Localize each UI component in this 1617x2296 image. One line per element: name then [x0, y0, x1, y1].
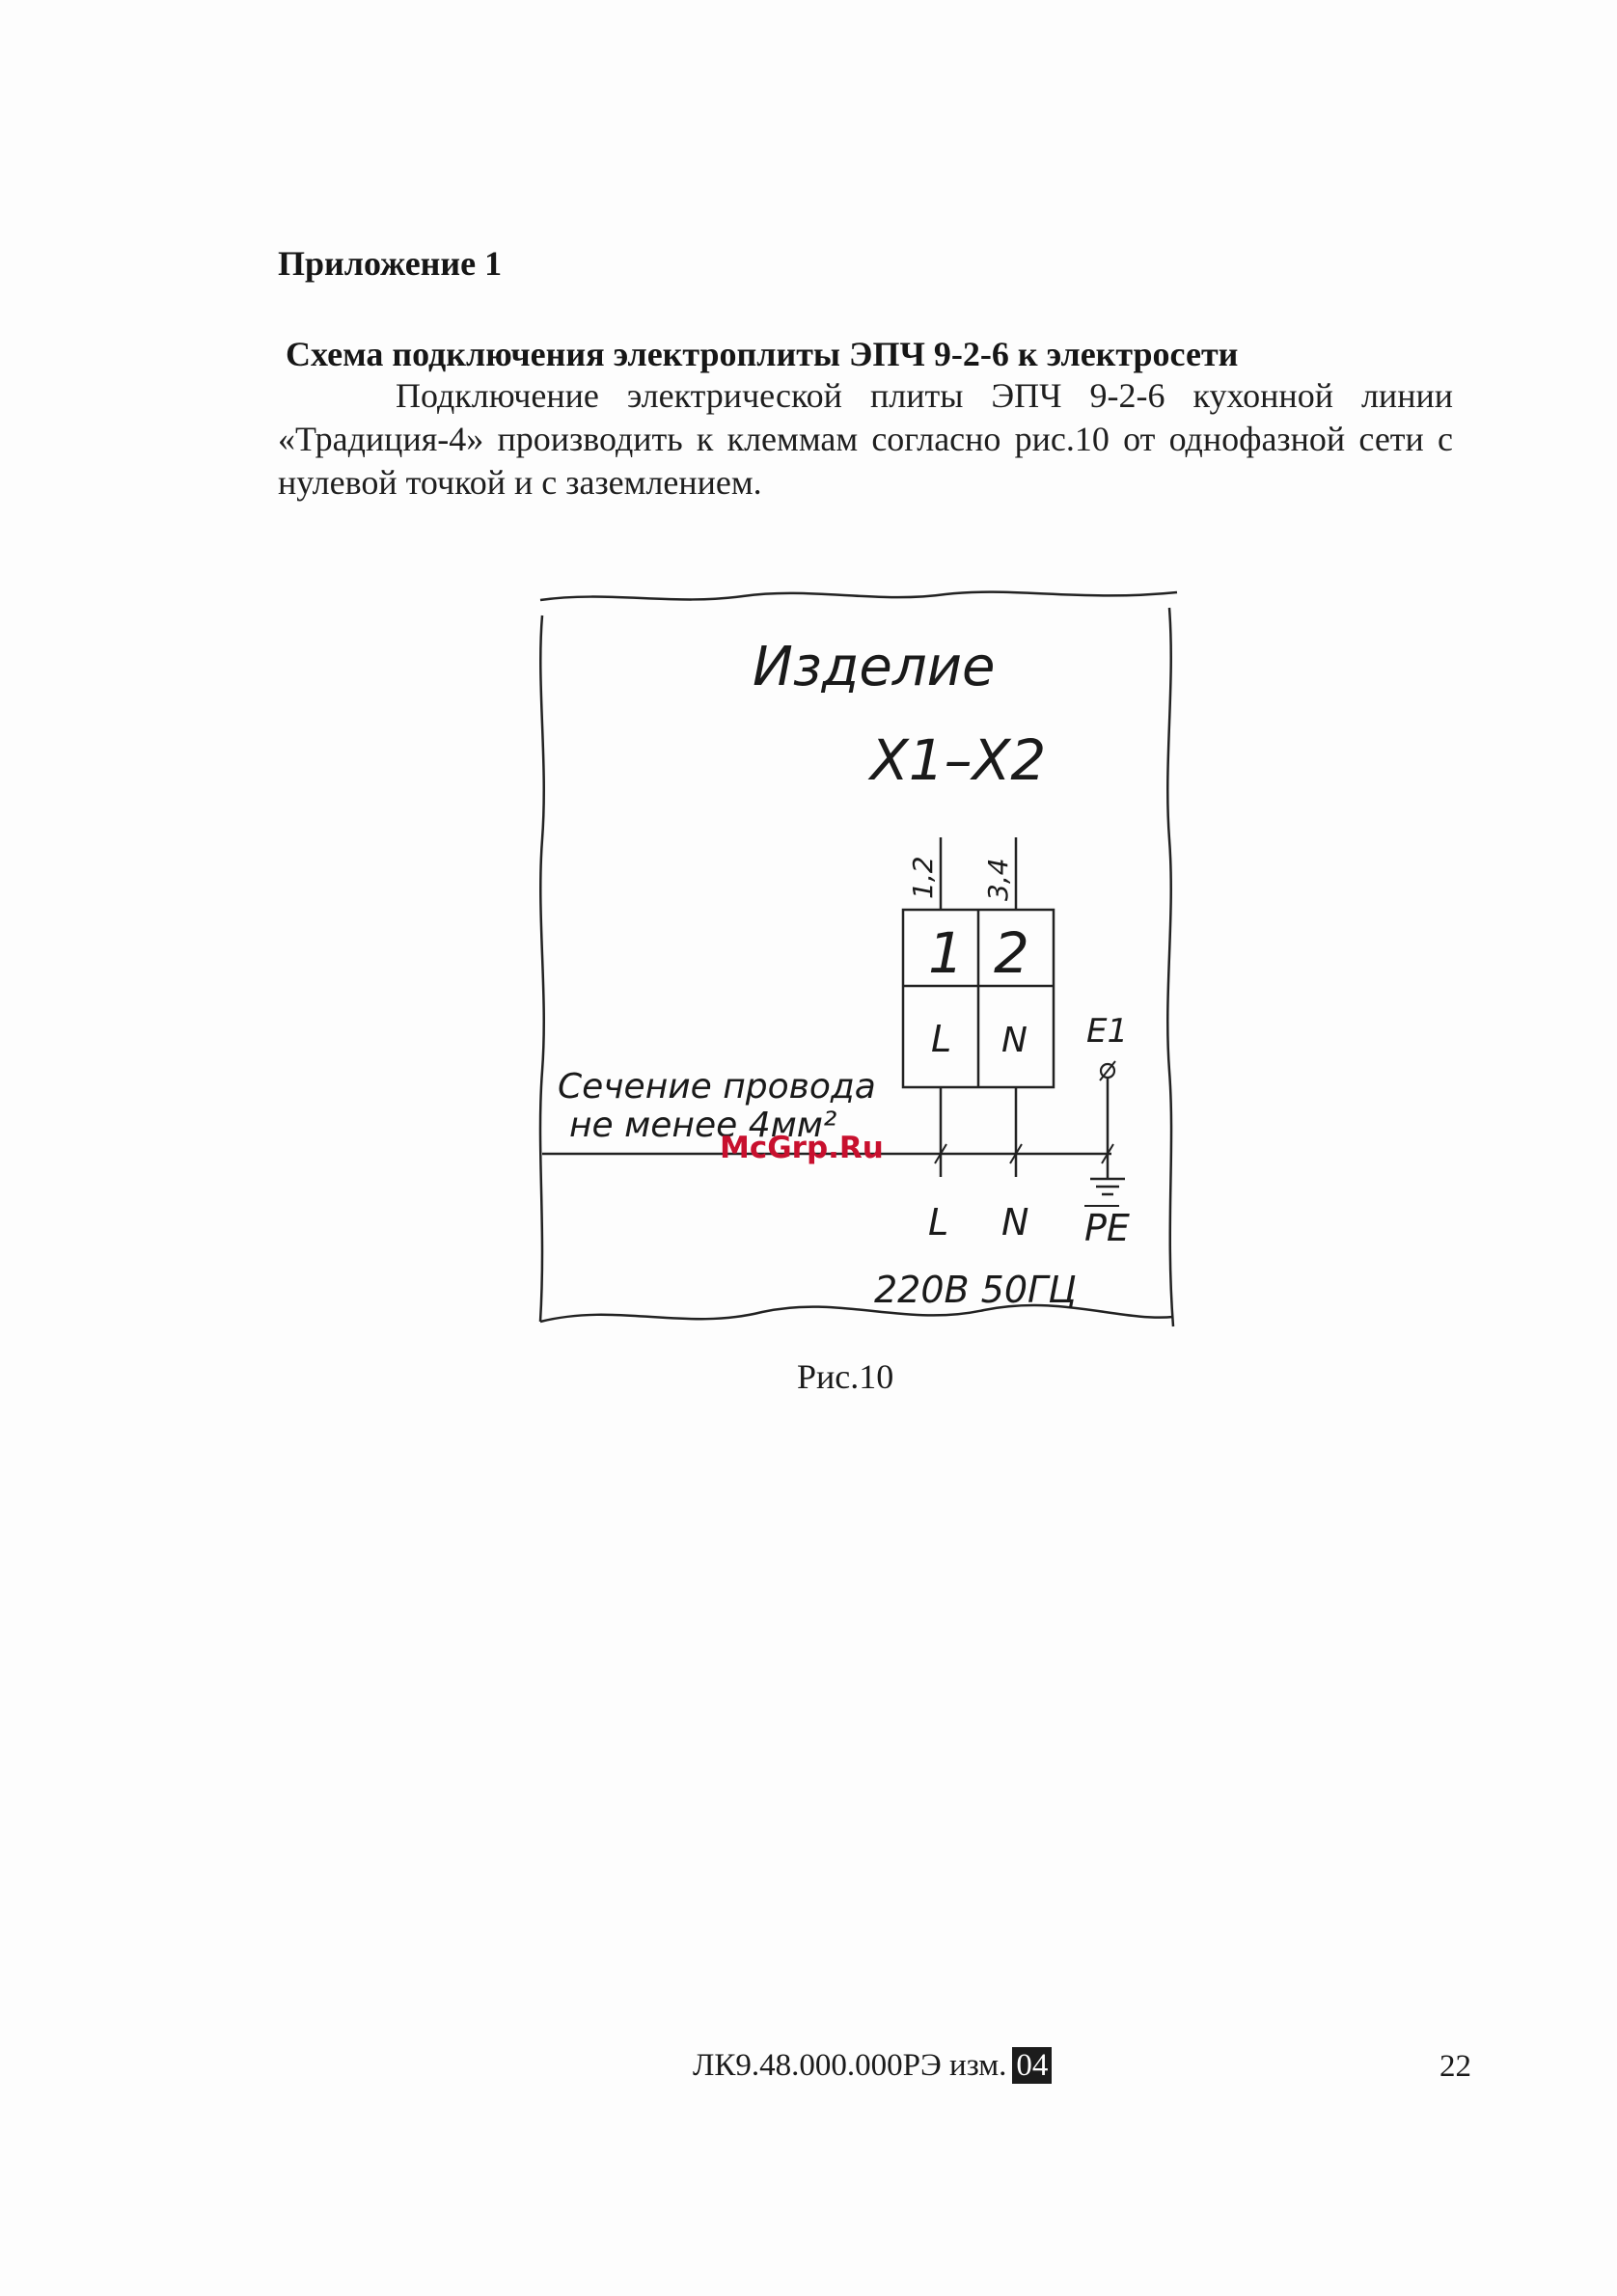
terminal-2-function: N: [1001, 1021, 1028, 1060]
frame-right-edge: [1167, 608, 1173, 1326]
supply-spec: 220В 50ГЦ: [874, 1269, 1077, 1311]
revision-number: 04: [1012, 2047, 1052, 2084]
body-paragraph: Подключение электрической плиты ЭПЧ 9-2-6 кухонной линии «Традиция-4» производить к клеммам согласно рис.10 от однофазной сети с нулевой точкой и с заземлением.: [278, 376, 1453, 502]
wire-label-right: 3,4: [982, 858, 1014, 901]
frame-top-edge: [540, 592, 1177, 600]
supply-pe-label: PE: [1084, 1207, 1130, 1249]
terminal-2-number: 2: [994, 920, 1029, 986]
frame-bottom-edge: [540, 1305, 1173, 1322]
ground-terminal-label: E1: [1086, 1012, 1129, 1051]
doc-code: ЛК9.48.000.000РЭ изм.: [693, 2047, 1007, 2083]
frame-left-edge: [540, 615, 544, 1322]
product-label: Изделие: [753, 636, 996, 698]
supply-l-label: L: [928, 1201, 949, 1244]
figure-caption: Рис.10: [797, 1357, 894, 1396]
appendix-title: Приложение 1: [278, 244, 503, 283]
wire-note-line1: Сечение провода: [558, 1067, 876, 1107]
section-title: Схема подключения электроплиты ЭПЧ 9-2-6 к электросети: [286, 335, 1239, 373]
terminal-1-function: L: [931, 1018, 952, 1060]
terminal-block-label: X1–X2: [870, 727, 1047, 793]
page-number: 22: [1439, 2049, 1471, 2084]
wiring-diagram: [521, 569, 1196, 1351]
footer-document-code: [693, 2047, 1052, 2084]
terminal-1-number: 1: [928, 920, 964, 986]
wire-label-left: 1,2: [907, 856, 939, 899]
watermark: McGrp.Ru: [720, 1131, 884, 1165]
wire-note-line2: не менее 4мм²: [569, 1106, 837, 1145]
supply-n-label: N: [1001, 1201, 1029, 1244]
